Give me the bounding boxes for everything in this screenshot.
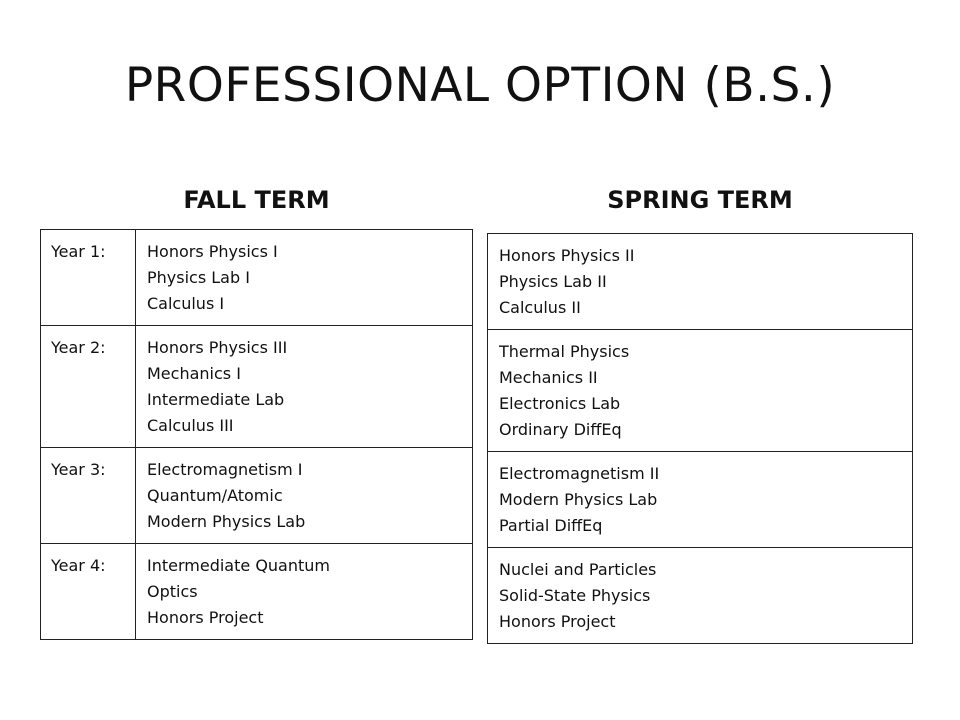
course-name: Modern Physics Lab [147,512,306,531]
course-name: Physics Lab II [499,272,607,291]
course-name: Intermediate Lab [147,390,285,409]
course-list [136,326,473,448]
course-list [136,448,473,544]
year-label: Year 4: [41,544,136,640]
course-name: Mechanics II [499,368,598,387]
course-name: Intermediate Quantum [147,556,330,575]
course-name: Partial DiffEq [499,516,603,535]
course-name: Mechanics I [147,364,241,383]
course-name: Thermal Physics [499,342,630,361]
year-label: Year 3: [41,448,136,544]
course-list [488,548,913,644]
course-list [488,452,913,548]
table-row [488,452,913,548]
table-row [488,330,913,452]
page-title: PROFESSIONAL OPTION (B.S.) [124,58,836,113]
table-row [488,548,913,644]
course-name: Honors Project [147,608,264,627]
course-name: Honors Physics II [499,246,635,265]
table-row [41,326,473,448]
spring-term-heading: SPRING TERM [607,186,793,214]
course-name: Honors Physics I [147,242,278,261]
course-list [488,234,913,330]
table-row [41,230,473,326]
course-name: Electromagnetism II [499,464,660,483]
course-list [136,230,473,326]
course-name: Physics Lab I [147,268,250,287]
spring-term-table [487,233,913,644]
course-name: Calculus I [147,294,225,313]
course-name: Honors Project [499,612,616,631]
course-name: Modern Physics Lab [499,490,658,509]
course-name: Calculus II [499,298,581,317]
course-name: Quantum/Atomic [147,486,283,505]
course-list [488,330,913,452]
course-name: Honors Physics III [147,338,288,357]
table-row [41,448,473,544]
fall-term-table [40,229,473,640]
course-name: Nuclei and Particles [499,560,657,579]
course-name: Electronics Lab [499,394,621,413]
course-name: Calculus III [147,416,234,435]
course-name: Solid-State Physics [499,586,651,605]
course-name: Optics [147,582,198,601]
course-name: Electromagnetism I [147,460,303,479]
year-label: Year 1: [41,230,136,326]
table-row [41,544,473,640]
table-row [488,234,913,330]
course-list [136,544,473,640]
fall-term-heading: FALL TERM [183,186,330,214]
year-label: Year 2: [41,326,136,448]
course-name: Ordinary DiffEq [499,420,622,439]
